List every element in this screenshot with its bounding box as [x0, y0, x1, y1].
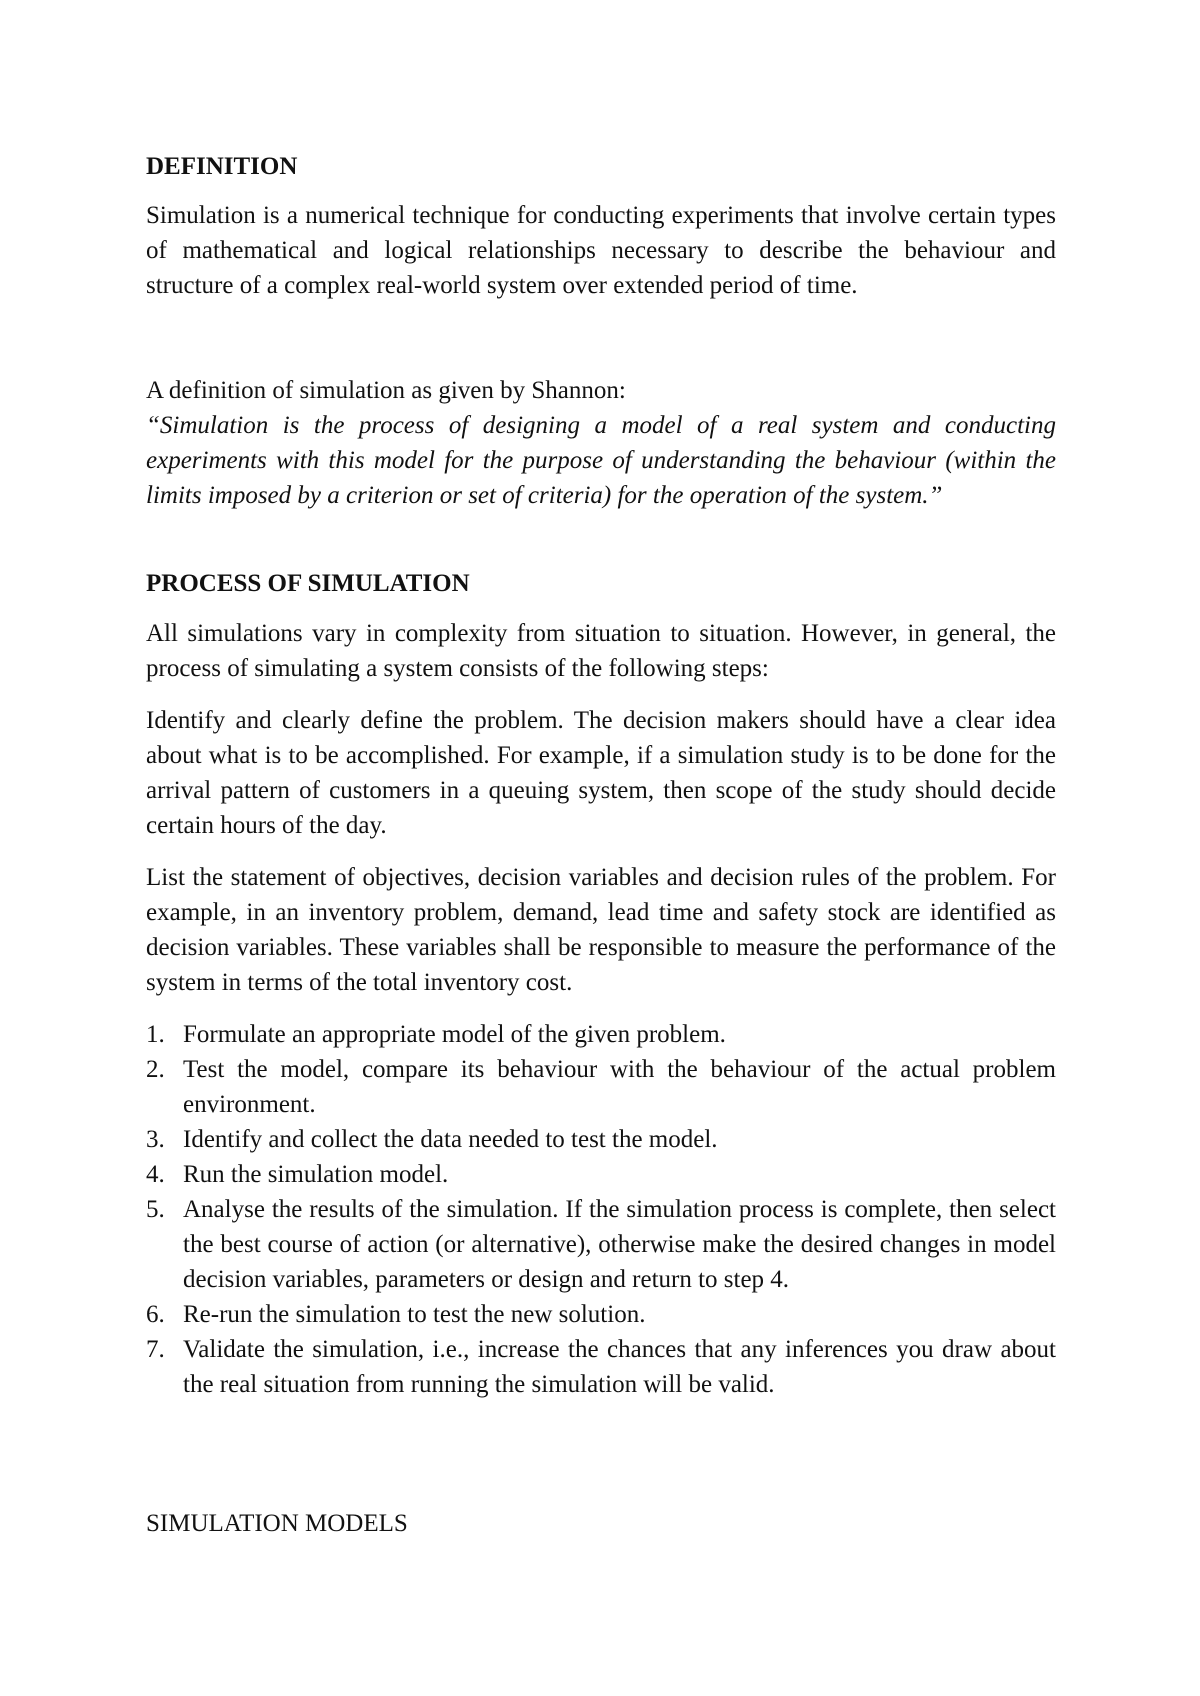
step-text: Test the model, compare its behaviour with the behaviour of the actual problem environment.	[183, 1056, 1056, 1118]
list-item	[146, 1052, 1056, 1122]
definition-paragraph: Simulation is a numerical technique for conducting experiments that involve certain types of mathematical and logical relationships necessary to describe the behaviour and structure of a complex real-world system over extended period of time.	[146, 202, 1056, 299]
step-number: 1.	[146, 1021, 165, 1048]
step-text: Re-run the simulation to test the new solution.	[183, 1301, 646, 1328]
step-text: Identify and collect the data needed to test the model.	[183, 1126, 718, 1153]
list-item	[146, 1192, 1056, 1297]
step-number: 3.	[146, 1126, 165, 1153]
list-item	[146, 1157, 1056, 1192]
step-number: 5.	[146, 1196, 165, 1223]
shannon-intro: A definition of simulation as given by Shannon:	[146, 377, 626, 404]
step-number: 7.	[146, 1336, 165, 1363]
process-heading: PROCESS OF SIMULATION	[146, 570, 470, 597]
process-steps-list	[146, 1017, 1056, 1402]
step-text: Analyse the results of the simulation. If the simulation process is complete, then select the best course of action (or alternative), otherwise make the desired changes in model decision variables, parameters or design and return to step 4.	[183, 1196, 1056, 1293]
process-paragraph-problem: Identify and clearly define the problem. The decision makers should have a clear idea about what is to be accomplished. For example, if a simulation study is to be done for the arrival pattern of customers in a queuing system, then scope of the study should decide certain hours of the day.	[146, 707, 1056, 839]
list-item	[146, 1122, 1056, 1157]
step-text: Validate the simulation, i.e., increase the chances that any inferences you draw about the real situation from running the simulation will be valid.	[183, 1336, 1056, 1398]
simulation-models-heading: SIMULATION MODELS	[146, 1510, 408, 1537]
step-number: 4.	[146, 1161, 165, 1188]
shannon-quote: “Simulation is the process of designing a model of a real system and conducting experiments with this model for the purpose of understanding the behaviour (within the limits imposed by a criterion or set of criteria) for the operation of the system.”	[146, 412, 1056, 509]
step-text: Run the simulation model.	[183, 1161, 449, 1188]
process-paragraph-objectives: List the statement of objectives, decision variables and decision rules of the problem. For example, in an inventory problem, demand, lead time and safety stock are identified as decision variables. These variables shall be responsible to measure the performance of the system in terms of the total inventory cost.	[146, 864, 1056, 996]
step-text: Formulate an appropriate model of the given problem.	[183, 1021, 726, 1048]
list-item	[146, 1297, 1056, 1332]
step-number: 6.	[146, 1301, 165, 1328]
definition-heading: DEFINITION	[146, 153, 298, 180]
list-item	[146, 1017, 1056, 1052]
list-item	[146, 1332, 1056, 1402]
process-intro: All simulations vary in complexity from situation to situation. However, in general, the process of simulating a system consists of the following steps:	[146, 620, 1056, 682]
step-number: 2.	[146, 1056, 165, 1083]
